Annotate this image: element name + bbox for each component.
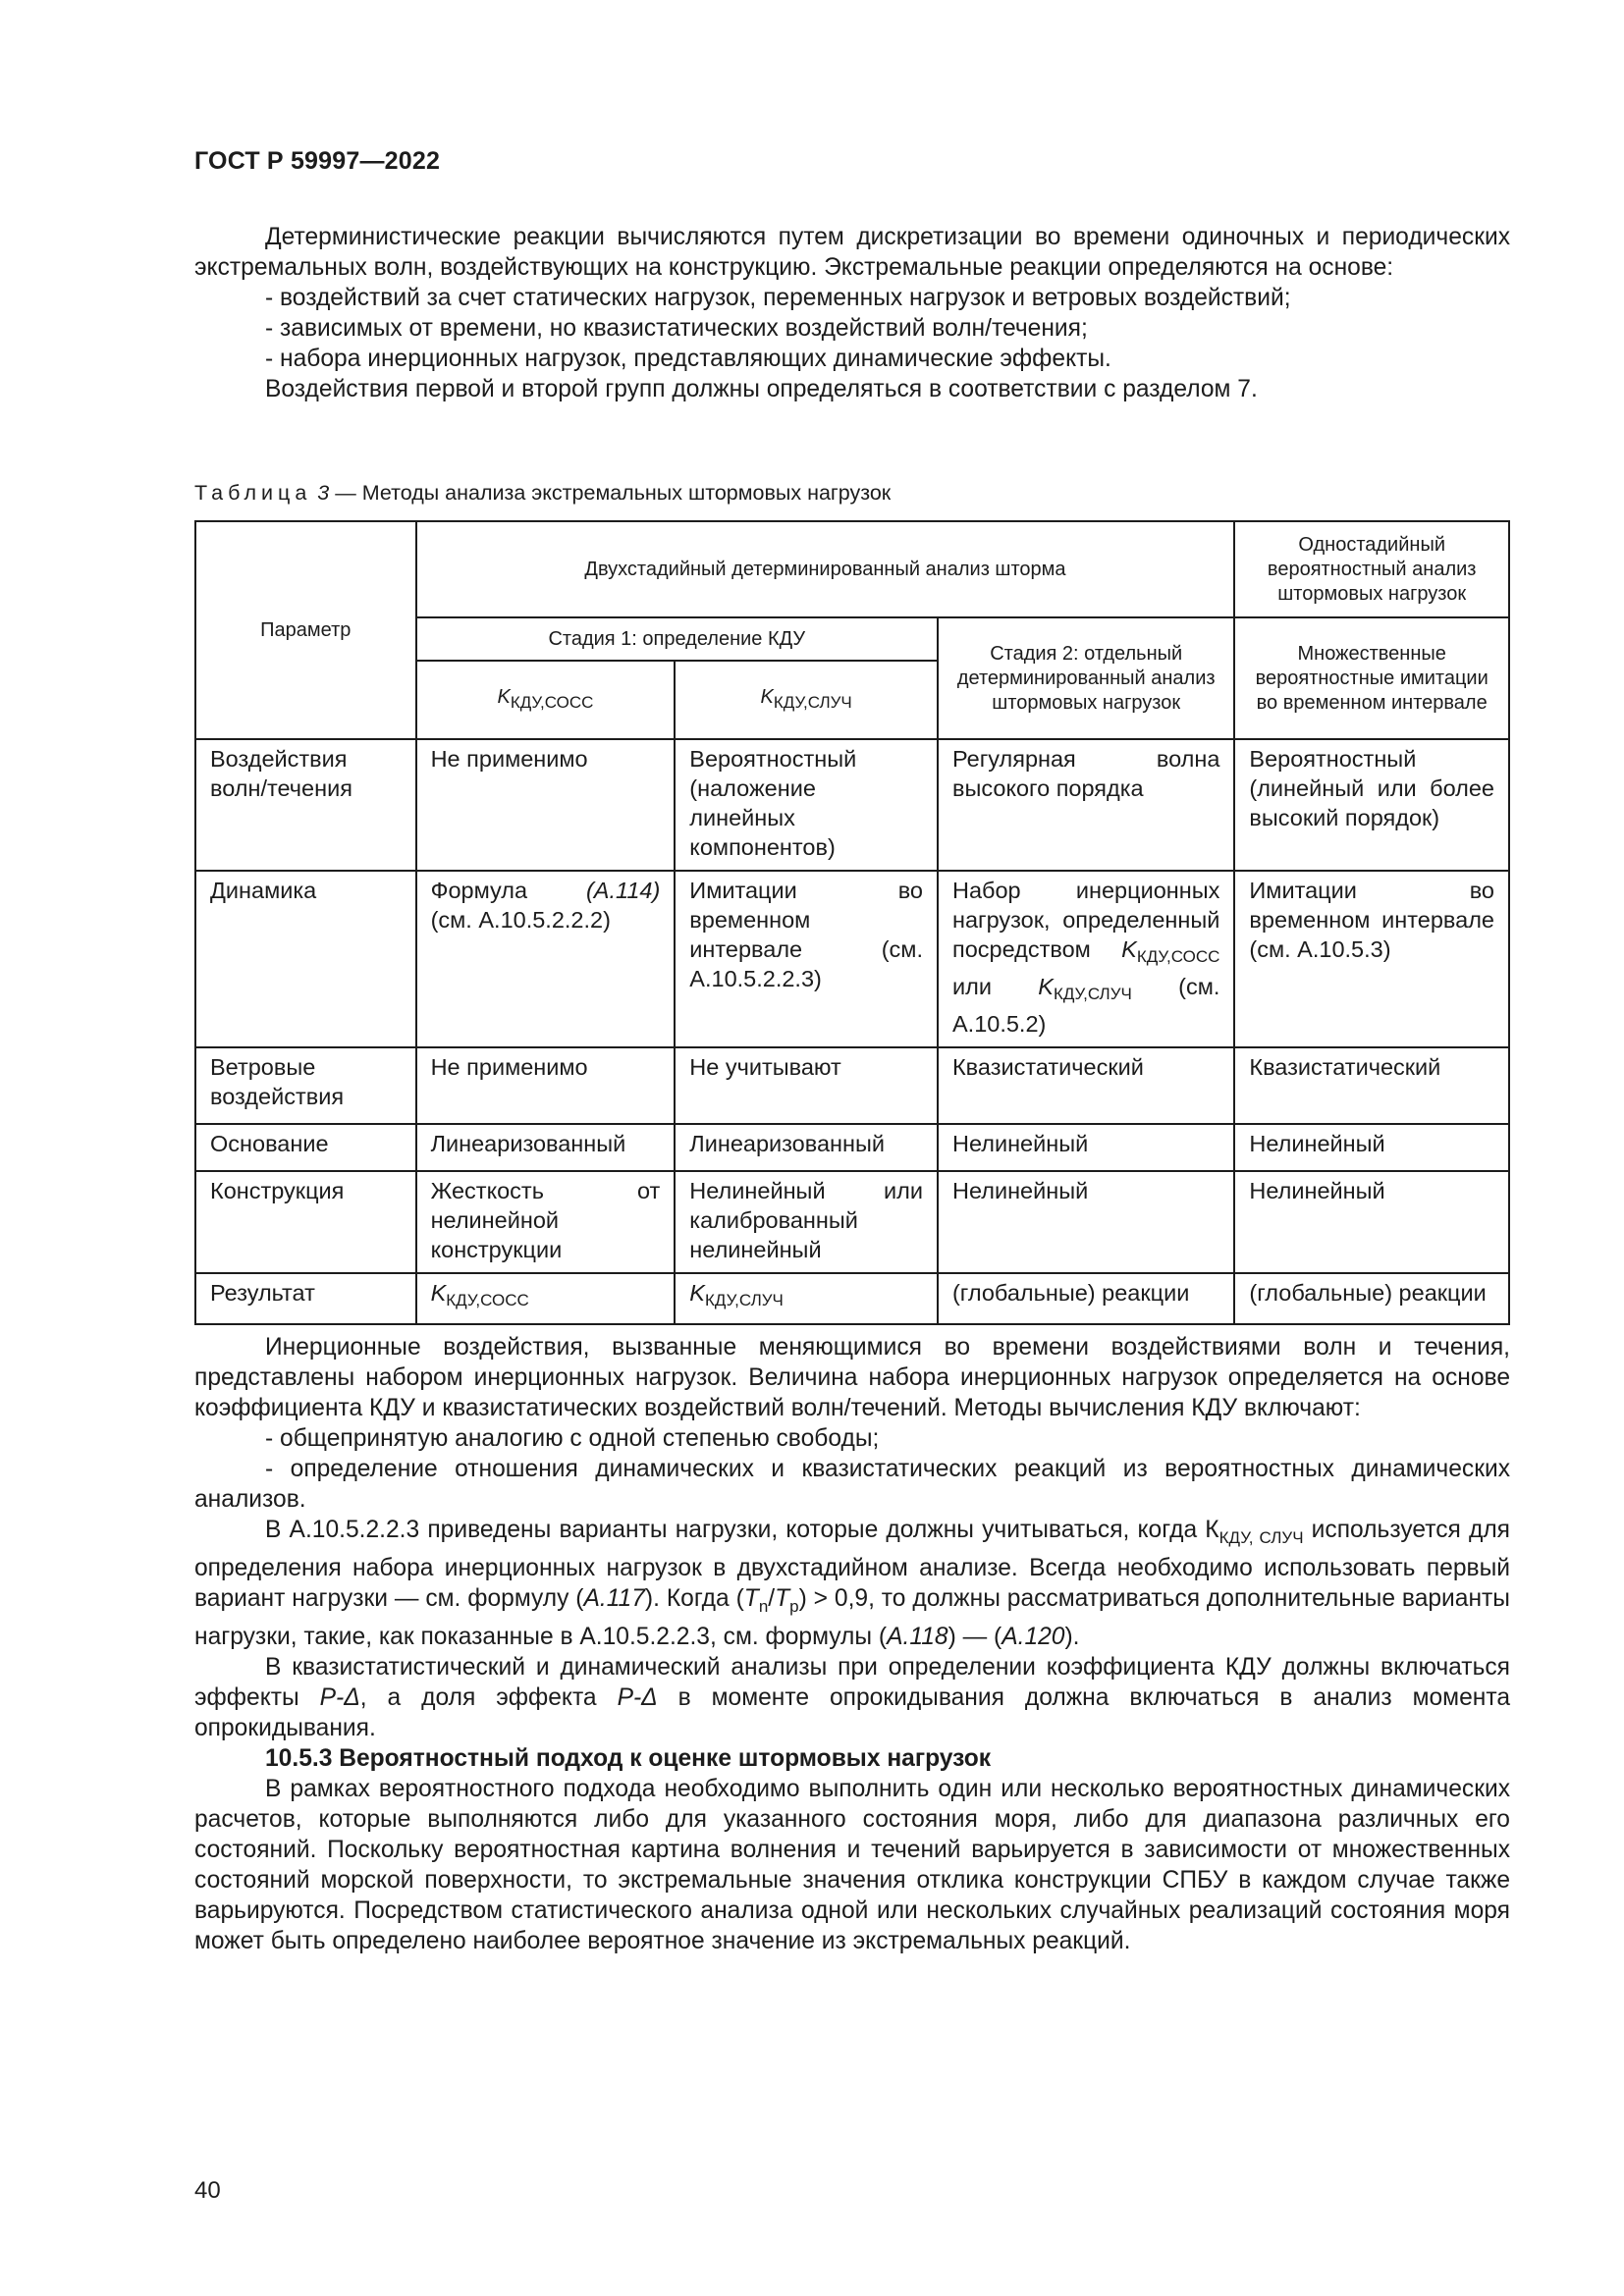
cell: Набор инерционных нагрузок, определенный посредством $K_{КДУ,СОСС}$ или $K_{КДУ,СЛУЧ}$ (см. А.10.5.2) xyxy=(938,871,1234,1047)
cell: Нелинейный xyxy=(1234,1171,1509,1273)
header-k-sluch: $K_{КДУ,СЛУЧ}$ xyxy=(675,661,938,739)
cell: Вероятностный (линейный или более высокий порядок) xyxy=(1234,739,1509,871)
cell-param: Динамика xyxy=(195,871,416,1047)
cell: $K_{КДУ,СЛУЧ}$ xyxy=(675,1273,938,1324)
cell: Не учитывают xyxy=(675,1047,938,1124)
header-stage2: Стадия 2: отдельный детерминированный анализ штормовых нагрузок xyxy=(938,617,1234,739)
table-row xyxy=(195,1047,1509,1124)
intro-paragraph: Детерминистические реакции вычисляются путем дискретизации во времени одиночных и периодических экстремальных волн, воздействующих на конструкцию. Экстремальные реакции определяются на основе: xyxy=(194,224,1510,281)
cell-param: Ветровые воздействия xyxy=(195,1047,416,1124)
cell: Жесткость от нелинейной конструкции xyxy=(416,1171,676,1273)
table-row xyxy=(195,739,1509,871)
caption-word: Таблица xyxy=(194,481,312,505)
paragraph: В А.10.5.2.2.3 приведены варианты нагрузки, которые должны учитываться, когда $К_{КДУ, СЛУЧ}$ используется для определения набора инерционных нагрузок в двухстадийном анализе. Всегда необходимо использовать первый вариант нагрузки — см. формулу (А.117). Когда $(T_n/T_p) > 0,9$, то должны рассматриваться дополнительные варианты нагрузки, такие, как показанные в А.10.5.2.2.3, см. формулы (А.118) — (А.120). xyxy=(194,1517,1510,1650)
intro-section xyxy=(194,222,1510,404)
cell-param: Конструкция xyxy=(195,1171,416,1273)
intro-paragraph: Воздействия первой и второй групп должны определяться в соответствии с разделом 7. xyxy=(265,376,1258,402)
header-stage1: Стадия 1: определение КДУ xyxy=(416,617,938,661)
cell: Линеаризованный xyxy=(416,1124,676,1171)
table-row xyxy=(195,1124,1509,1171)
header-k-socc: $K_{КДУ,СОСС}$ xyxy=(416,661,676,739)
cell: Имитации во временном интервале (см. А.10.5.2.2.3) xyxy=(675,871,938,1047)
paragraph: В рамках вероятностного подхода необходимо выполнить один или несколько вероятностных динамических расчетов, которые выполняются либо для указанного состояния моря, либо для диапазона различных его состояний. Поскольку вероятностная картина волнения и течений варьируется в зависимости от множественных состояний морской поверхности, то экстремальные значения отклика конструкции СПБУ в каждом случае также варьируются. Посредством статистического анализа одной или нескольких случайных реализаций состояния моря может быть определено наиболее вероятное значение из экстремальных реакций. xyxy=(194,1775,1510,1954)
cell: Регулярная волна высокого порядка xyxy=(938,739,1234,871)
cell: $K_{КДУ,СОСС}$ xyxy=(416,1273,676,1324)
cell: Квазистатический xyxy=(938,1047,1234,1124)
cell: Нелинейный xyxy=(938,1171,1234,1273)
list-item: - зависимых от времени, но квазистатических воздействий волн/течения; xyxy=(265,315,1088,342)
cell: Вероятностный (наложение линейных компонентов) xyxy=(675,739,938,871)
cell: Нелинейный xyxy=(1234,1124,1509,1171)
table-caption xyxy=(194,481,891,506)
list-item: - общепринятую аналогию с одной степенью свободы; xyxy=(265,1425,880,1452)
table-row xyxy=(195,871,1509,1047)
after-table-section xyxy=(194,1332,1510,1956)
cell-param: Воздействия волн/течения xyxy=(195,739,416,871)
caption-number: 3 xyxy=(317,481,330,505)
paragraph: Инерционные воздействия, вызванные меняющимися во времени воздействиями волн и течения, представлены набором инерционных нагрузок. Величина набора инерционных нагрузок определяется на основе коэффициента КДУ и квазистатических воздействий волн/течений. Методы вычисления КДУ включают: xyxy=(194,1334,1510,1421)
cell: Не применимо xyxy=(416,1047,676,1124)
cell: Квазистатический xyxy=(1234,1047,1509,1124)
header-one-stage: Одностадийный вероятностный анализ штормовых нагрузок xyxy=(1234,521,1509,617)
cell: Нелинейный или калиброванный нелинейный xyxy=(675,1171,938,1273)
page-number: 40 xyxy=(194,2177,221,2204)
list-item: - набора инерционных нагрузок, представляющих динамические эффекты. xyxy=(265,346,1111,372)
header-two-stage: Двухстадийный детерминированный анализ шторма xyxy=(416,521,1235,617)
table-row xyxy=(195,1171,1509,1273)
cell: Формула (А.114) (см. А.10.5.2.2.2) xyxy=(416,871,676,1047)
cell-param: Результат xyxy=(195,1273,416,1324)
cell: (глобальные) реакции xyxy=(938,1273,1234,1324)
header-multi: Множественные вероятностные имитации во временном интервале xyxy=(1234,617,1509,739)
section-heading: 10.5.3 Вероятностный подход к оценке штормовых нагрузок xyxy=(265,1744,992,1772)
cell-param: Основание xyxy=(195,1124,416,1171)
list-item: - определение отношения динамических и квазистатических реакций из вероятностных динамических анализов. xyxy=(194,1456,1510,1513)
cell: Нелинейный xyxy=(938,1124,1234,1171)
paragraph: В квазистатистический и динамический анализы при определении коэффициента КДУ должны включаться эффекты P-Δ, а доля эффекта P-Δ в моменте опрокидывания должна включаться в анализ момента опрокидывания. xyxy=(194,1653,1510,1741)
cell: Имитации во временном интервале (см. А.10.5.3) xyxy=(1234,871,1509,1047)
methods-table xyxy=(194,520,1510,1325)
table-row xyxy=(195,1273,1509,1324)
cell: Не применимо xyxy=(416,739,676,871)
document-header: ГОСТ Р 59997—2022 xyxy=(194,147,441,175)
cell: (глобальные) реакции xyxy=(1234,1273,1509,1324)
list-item: - воздействий за счет статических нагрузок, переменных нагрузок и ветровых воздействий; xyxy=(265,285,1291,311)
caption-text: — Методы анализа экстремальных штормовых нагрузок xyxy=(335,481,892,505)
cell: Линеаризованный xyxy=(675,1124,938,1171)
header-param: Параметр xyxy=(195,521,416,739)
table-header-row xyxy=(195,521,1509,617)
